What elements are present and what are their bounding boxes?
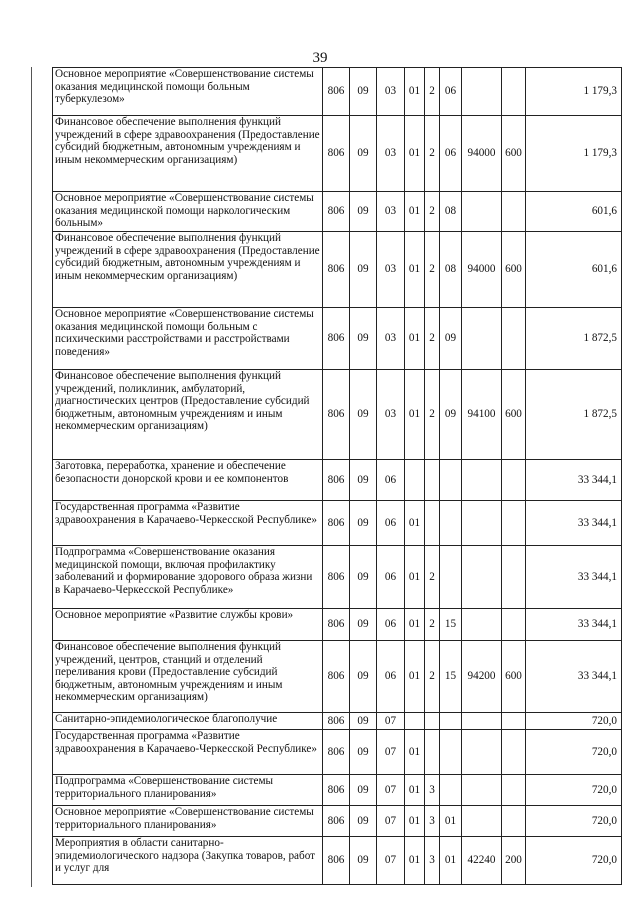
table-row <box>53 546 622 609</box>
cell-ministry-code: 806 <box>323 609 350 641</box>
cell-amount: 33 344,1 <box>526 460 622 501</box>
cell-section: 09 <box>350 641 377 713</box>
cell-ministry-code: 806 <box>323 308 350 370</box>
cell-program: 01 <box>405 837 425 885</box>
cell-subsection: 06 <box>377 609 405 641</box>
cell-expense-type <box>502 546 526 609</box>
row-name: Заготовка, переработка, хранение и обеспечение безопасности донорской крови и ее компонентов <box>53 460 323 501</box>
cell-expense-type <box>502 775 526 806</box>
cell-section: 09 <box>350 370 377 460</box>
cell-main-activity: 09 <box>440 370 462 460</box>
page-number: 39 <box>312 50 328 66</box>
cell-direction <box>462 308 502 370</box>
cell-subsection: 03 <box>377 370 405 460</box>
cell-main-activity: 08 <box>440 232 462 308</box>
cell-subsection: 07 <box>377 730 405 775</box>
cell-main-activity <box>440 460 462 501</box>
row-name: Финансовое обеспечение выполнения функций учреждений, центров, станций и отделений переливания крови (Предоставление субсидий бюджетным, автономным учреждениям и иным некоммерческим организациям) <box>53 641 323 713</box>
cell-subprogram <box>425 501 440 546</box>
cell-ministry-code: 806 <box>323 546 350 609</box>
cell-program: 01 <box>405 775 425 806</box>
table-row <box>53 232 622 308</box>
cell-amount: 720,0 <box>526 775 622 806</box>
cell-program: 01 <box>405 501 425 546</box>
cell-program: 01 <box>405 730 425 775</box>
cell-expense-type: 600 <box>502 232 526 308</box>
cell-direction <box>462 501 502 546</box>
cell-amount: 601,6 <box>526 232 622 308</box>
cell-section: 09 <box>350 232 377 308</box>
cell-subprogram: 2 <box>425 192 440 232</box>
row-name: Подпрограмма «Совершенствование системы территориального планирования» <box>53 775 323 806</box>
cell-expense-type <box>502 192 526 232</box>
cell-main-activity: 15 <box>440 641 462 713</box>
left-margin-rule <box>31 67 32 887</box>
cell-subsection: 03 <box>377 192 405 232</box>
cell-subsection: 03 <box>377 116 405 192</box>
table-row <box>53 806 622 837</box>
cell-main-activity: 01 <box>440 806 462 837</box>
table-row <box>53 730 622 775</box>
cell-ministry-code: 806 <box>323 460 350 501</box>
cell-program: 01 <box>405 641 425 713</box>
row-name: Санитарно-эпидемиологическое благополучие <box>53 713 323 730</box>
cell-subprogram: 2 <box>425 116 440 192</box>
cell-expense-type: 600 <box>502 116 526 192</box>
cell-program: 01 <box>405 609 425 641</box>
cell-ministry-code: 806 <box>323 806 350 837</box>
cell-ministry-code: 806 <box>323 68 350 116</box>
table-row <box>53 192 622 232</box>
table-row <box>53 308 622 370</box>
cell-subprogram: 2 <box>425 68 440 116</box>
cell-main-activity: 09 <box>440 308 462 370</box>
cell-ministry-code: 806 <box>323 641 350 713</box>
cell-expense-type: 200 <box>502 837 526 885</box>
row-name: Основное мероприятие «Совершенствование системы оказания медицинской помощи наркологическим больным» <box>53 192 323 232</box>
table-row <box>53 68 622 116</box>
cell-direction <box>462 68 502 116</box>
table-row <box>53 501 622 546</box>
row-name: Основное мероприятие «Совершенствование системы оказания медицинской помощи больным с психическими расстройствами и расстройствами поведения» <box>53 308 323 370</box>
row-name: Основное мероприятие «Развитие службы крови» <box>53 609 323 641</box>
cell-direction <box>462 192 502 232</box>
cell-subsection: 03 <box>377 308 405 370</box>
table-row <box>53 460 622 501</box>
cell-subsection: 06 <box>377 546 405 609</box>
table-row <box>53 775 622 806</box>
table-row <box>53 370 622 460</box>
cell-direction <box>462 713 502 730</box>
cell-direction: 42240 <box>462 837 502 885</box>
cell-main-activity: 06 <box>440 116 462 192</box>
table-row <box>53 116 622 192</box>
cell-program: 01 <box>405 546 425 609</box>
cell-expense-type <box>502 806 526 837</box>
cell-subprogram <box>425 460 440 501</box>
cell-direction <box>462 460 502 501</box>
cell-subsection: 06 <box>377 501 405 546</box>
cell-expense-type <box>502 68 526 116</box>
cell-direction: 94000 <box>462 116 502 192</box>
cell-ministry-code: 806 <box>323 713 350 730</box>
cell-subprogram: 2 <box>425 641 440 713</box>
table-row <box>53 641 622 713</box>
cell-expense-type <box>502 713 526 730</box>
cell-program <box>405 713 425 730</box>
cell-direction <box>462 775 502 806</box>
cell-expense-type <box>502 308 526 370</box>
cell-section: 09 <box>350 546 377 609</box>
cell-main-activity: 08 <box>440 192 462 232</box>
cell-section: 09 <box>350 116 377 192</box>
cell-subsection: 03 <box>377 232 405 308</box>
cell-program: 01 <box>405 308 425 370</box>
cell-amount: 33 344,1 <box>526 609 622 641</box>
cell-subprogram: 2 <box>425 308 440 370</box>
cell-ministry-code: 806 <box>323 192 350 232</box>
cell-subprogram <box>425 730 440 775</box>
row-name: Мероприятия в области санитарно-эпидемиологического надзора (Закупка товаров, работ и услуг для <box>53 837 323 885</box>
cell-ministry-code: 806 <box>323 730 350 775</box>
cell-amount: 33 344,1 <box>526 641 622 713</box>
row-name: Государственная программа «Развитие здравоохранения в Карачаево-Черкесской Республике» <box>53 501 323 546</box>
cell-expense-type <box>502 730 526 775</box>
cell-subsection: 07 <box>377 837 405 885</box>
cell-program: 01 <box>405 370 425 460</box>
cell-expense-type: 600 <box>502 370 526 460</box>
cell-subsection: 06 <box>377 641 405 713</box>
cell-section: 09 <box>350 837 377 885</box>
cell-amount: 720,0 <box>526 713 622 730</box>
cell-subprogram: 3 <box>425 837 440 885</box>
cell-subsection: 03 <box>377 68 405 116</box>
cell-expense-type: 600 <box>502 641 526 713</box>
cell-subprogram <box>425 713 440 730</box>
cell-direction: 94100 <box>462 370 502 460</box>
cell-program: 01 <box>405 116 425 192</box>
row-name: Финансовое обеспечение выполнения функций учреждений в сфере здравоохранения (Предоставление субсидий бюджетным, автономным учреждениям и иным некоммерческим организациям) <box>53 232 323 308</box>
cell-ministry-code: 806 <box>323 116 350 192</box>
cell-amount: 33 344,1 <box>526 546 622 609</box>
cell-main-activity: 06 <box>440 68 462 116</box>
cell-direction <box>462 609 502 641</box>
cell-subprogram: 3 <box>425 775 440 806</box>
cell-amount: 720,0 <box>526 837 622 885</box>
cell-ministry-code: 806 <box>323 837 350 885</box>
cell-subprogram: 2 <box>425 232 440 308</box>
cell-section: 09 <box>350 775 377 806</box>
cell-section: 09 <box>350 308 377 370</box>
cell-main-activity: 01 <box>440 837 462 885</box>
row-name: Финансовое обеспечение выполнения функций учреждений, поликлиник, амбулаторий, диагностических центров (Предоставление субсидий бюджетным, автономным учреждениям и иным некоммерческим организациям) <box>53 370 323 460</box>
cell-section: 09 <box>350 806 377 837</box>
row-name: Основное мероприятие «Совершенствование системы территориального планирования» <box>53 806 323 837</box>
cell-section: 09 <box>350 713 377 730</box>
row-name: Финансовое обеспечение выполнения функций учреждений в сфере здравоохранения (Предоставление субсидий бюджетным, автономным учреждениям и иным некоммерческим организациям) <box>53 116 323 192</box>
cell-main-activity <box>440 775 462 806</box>
cell-main-activity <box>440 546 462 609</box>
cell-subsection: 07 <box>377 806 405 837</box>
cell-main-activity <box>440 730 462 775</box>
cell-section: 09 <box>350 501 377 546</box>
cell-section: 09 <box>350 609 377 641</box>
cell-program: 01 <box>405 806 425 837</box>
cell-amount: 720,0 <box>526 806 622 837</box>
cell-ministry-code: 806 <box>323 501 350 546</box>
table-row <box>53 609 622 641</box>
cell-section: 09 <box>350 730 377 775</box>
cell-amount: 1 872,5 <box>526 370 622 460</box>
cell-main-activity <box>440 713 462 730</box>
cell-subprogram: 3 <box>425 806 440 837</box>
cell-expense-type <box>502 460 526 501</box>
cell-subprogram: 2 <box>425 370 440 460</box>
row-name: Подпрограмма «Совершенствование оказания медицинской помощи, включая профилактику заболеваний и формирование здорового образа жизни в Карачаево-Черкесской Республике» <box>53 546 323 609</box>
cell-direction <box>462 546 502 609</box>
cell-section: 09 <box>350 192 377 232</box>
cell-program: 01 <box>405 232 425 308</box>
cell-direction <box>462 730 502 775</box>
table-row <box>53 713 622 730</box>
cell-amount: 1 872,5 <box>526 308 622 370</box>
cell-amount: 1 179,3 <box>526 68 622 116</box>
cell-program: 01 <box>405 192 425 232</box>
cell-amount: 720,0 <box>526 730 622 775</box>
cell-subsection: 07 <box>377 713 405 730</box>
cell-amount: 33 344,1 <box>526 501 622 546</box>
cell-ministry-code: 806 <box>323 370 350 460</box>
cell-direction <box>462 806 502 837</box>
budget-table <box>52 67 622 885</box>
cell-program: 01 <box>405 68 425 116</box>
table-row <box>53 837 622 885</box>
cell-subprogram: 2 <box>425 609 440 641</box>
row-name: Государственная программа «Развитие здравоохранения в Карачаево-Черкесской Республике» <box>53 730 323 775</box>
cell-subprogram: 2 <box>425 546 440 609</box>
cell-section: 09 <box>350 460 377 501</box>
row-name: Основное мероприятие «Совершенствование системы оказания медицинской помощи больным туберкулезом» <box>53 68 323 116</box>
cell-amount: 601,6 <box>526 192 622 232</box>
cell-expense-type <box>502 609 526 641</box>
cell-main-activity <box>440 501 462 546</box>
cell-main-activity: 15 <box>440 609 462 641</box>
cell-subsection: 07 <box>377 775 405 806</box>
cell-expense-type <box>502 501 526 546</box>
cell-ministry-code: 806 <box>323 232 350 308</box>
cell-program <box>405 460 425 501</box>
cell-section: 09 <box>350 68 377 116</box>
cell-direction: 94200 <box>462 641 502 713</box>
cell-amount: 1 179,3 <box>526 116 622 192</box>
cell-subsection: 06 <box>377 460 405 501</box>
cell-ministry-code: 806 <box>323 775 350 806</box>
cell-direction: 94000 <box>462 232 502 308</box>
